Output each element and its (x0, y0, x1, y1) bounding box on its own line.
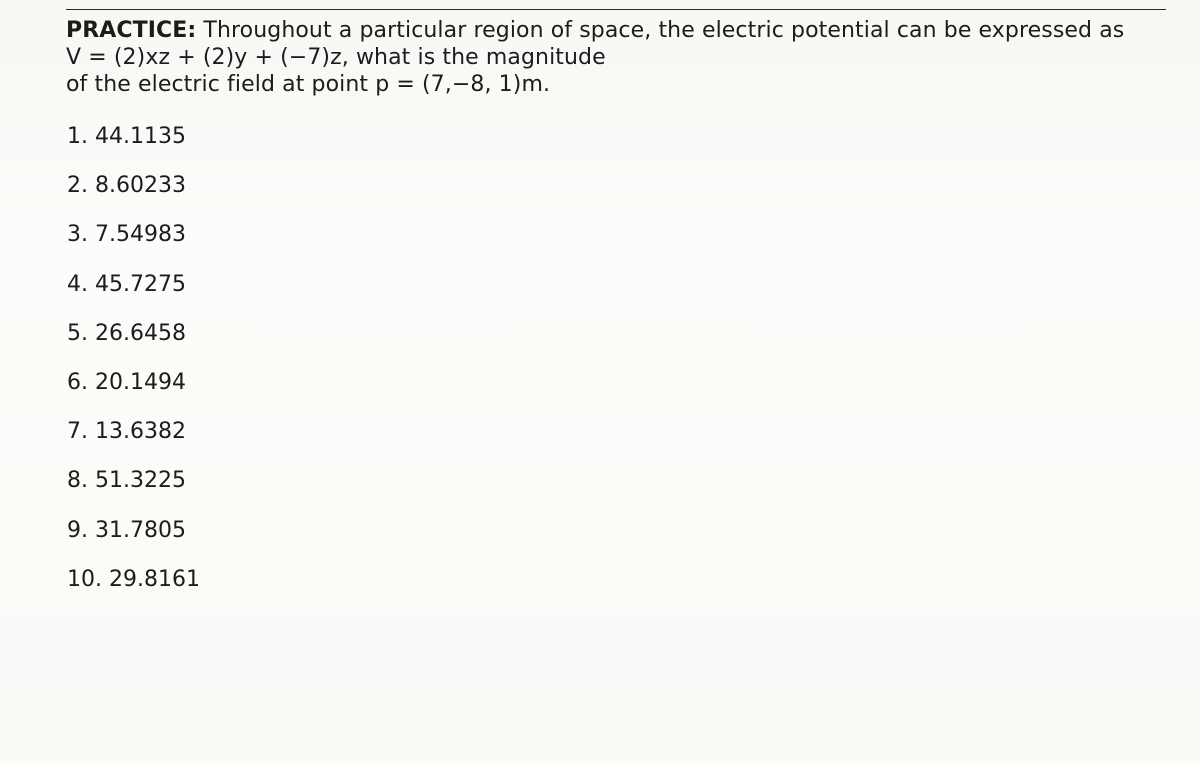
question-text (66, 17, 1176, 98)
answer-option (67, 272, 200, 321)
option-value: 26.6458 (95, 320, 186, 346)
option-value: 8.60233 (95, 173, 186, 199)
option-number: 2. (67, 173, 88, 199)
practice-label: PRACTICE: (66, 18, 197, 43)
question-line-3: of the electric field at point p = (7,−8, 1)m. (66, 72, 551, 97)
answer-option (67, 419, 200, 468)
option-number: 3. (67, 222, 88, 248)
option-number: 9. (67, 517, 88, 543)
option-value: 13.6382 (95, 419, 186, 445)
answer-option (67, 468, 200, 517)
question-line-1-text: Throughout a particular region of space, the electric potential can be expressed as (203, 18, 1125, 43)
option-value: 7.54983 (95, 222, 186, 248)
answer-options-list (67, 124, 200, 616)
option-number: 10. (67, 566, 102, 592)
option-value: 31.7805 (95, 517, 186, 543)
option-number: 6. (67, 369, 88, 395)
question-line-1 (66, 17, 1176, 44)
option-number: 5. (67, 320, 88, 346)
option-number: 7. (67, 419, 88, 445)
option-number: 1. (67, 124, 88, 149)
question-line-2: V = (2)xz + (2)y + (−7)z, what is the magnitude (66, 45, 606, 70)
top-divider (66, 9, 1166, 10)
option-value: 45.7275 (95, 271, 186, 297)
answer-option (67, 222, 200, 271)
option-number: 4. (67, 271, 88, 297)
answer-option (67, 124, 200, 173)
answer-option (67, 173, 200, 222)
option-value: 44.1135 (95, 124, 186, 149)
option-number: 8. (67, 468, 88, 494)
option-value: 51.3225 (95, 468, 186, 494)
option-value: 20.1494 (95, 369, 186, 395)
answer-option (67, 370, 200, 419)
answer-option (67, 518, 200, 567)
answer-option (67, 321, 200, 370)
answer-option (67, 567, 200, 616)
option-value: 29.8161 (109, 566, 200, 592)
